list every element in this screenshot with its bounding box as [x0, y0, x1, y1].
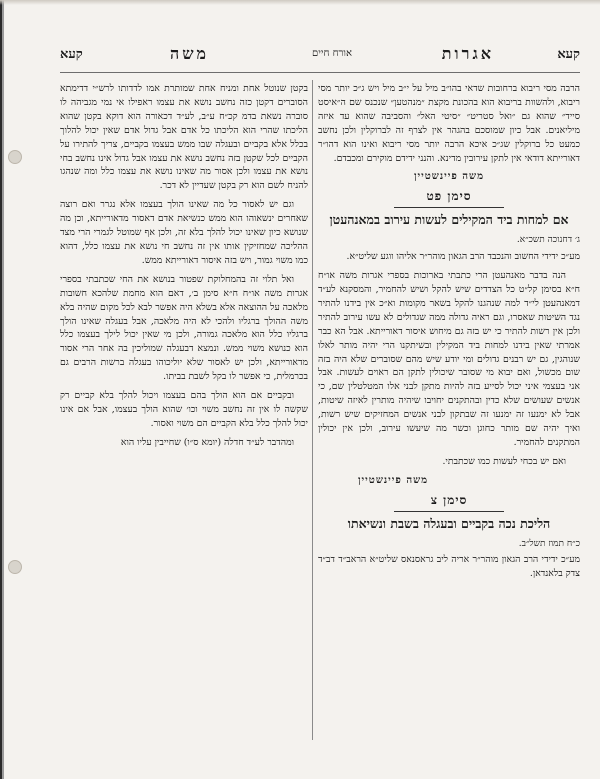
scan-edge-left — [0, 0, 6, 779]
right-column — [318, 82, 580, 586]
left-column — [60, 82, 308, 455]
siman-rule — [394, 207, 504, 208]
siman-title: אם למחות ביד המקילים לעשות עירוב במאנהעטן — [329, 212, 569, 228]
column-divider — [312, 80, 313, 740]
paragraph: ואם יש בכחי לעשות כמו שכתבתי. — [442, 455, 566, 467]
siman-heading: סימן פט — [426, 189, 472, 204]
book-title-right: אגרות — [441, 44, 494, 63]
paragraph: וגם יש לאסור כל מה שאינו הולך בעצמו אלא נגרר ואם רוצה שאחרים ינשאוהו הוא ממש כנשיאת אדם דאסור מדאורייתא, וכן מה שנושא כיון שאינו יכול להלך בלא זה, ולכן אף שמוטל לגמרי הרי מצד ההליכה שמחזיקין אותו אין זה נחשב חי נושא את עצמו כלל, דהוא כמו משוי גמור, ויש בזה איסור דאורייתא ממש. — [60, 199, 308, 266]
punch-hole — [8, 150, 22, 164]
letter-date: כ״ח תמוז תשל״ב. — [518, 538, 580, 549]
letter-date: ג׳ דחנוכה תשכ״א. — [516, 235, 580, 246]
book-title-left: משה — [170, 44, 210, 63]
paragraph: בקטן שנוטל אחת ומניח אחת שמותרת אמו לדדותו לרש״י דדימתא הסוברים דקטן כזה נחשב נושא את עצמו ראפילו אי נמי מגביהה לו סוברה נשאת בדמ קכ״ח ע״ב, לע״ד דכאורה הוא דוקא בקטן שהוא הליכתו שהרי הוא הליכתו כל אדם אבל גדול אדם שאין יכול להלוך בכלל אלא בקביים ובעגלה שבו ממש בעצמו בקביים, צריך להתירו על הקביים לכל שקטן בזה נחשב נושא את עצמו אבל גדול אינו נחשב בחי נושא את עצמו ולכן אסור מה שאינו נושא את עצמו כלל ומה שנהגו להניח לשם הוא רק בקטן שעדיין לא דכר. — [60, 83, 308, 192]
header-rule — [60, 72, 580, 73]
paragraph: הרבה מסי ריבוא ברחובות שדאי בהו״ב מיל על י״ב מיל ויש ג״כ יותר מסי ריבוא, ולהשוות בריבוא הוא בהכונת מקצת ״מנהטען״ שנכנס שם ה״איסט סייד״ שהוא גם ״ואל סטריט״ ״סיטי האל״ והסביבה שהוא עד איזה מיליאנים. אבל כיון שמוסכם בהגהר אין לצרף זה לברוקלין ולכן נחשב כמעט כל ברוקלין שג״כ איכא הרבה יותר מסי ריבוא ואינו הוא דהו״ר דאורייתא דודאי אין לתקן עירובין מדינא. והנני ידידם מוקירם ומכבדם. — [318, 83, 580, 164]
page-number-right: קעא — [557, 47, 580, 62]
siman-heading: סימן צ — [430, 492, 468, 507]
section-title: אורח חיים — [312, 48, 352, 59]
running-head — [60, 44, 580, 68]
signature: משה פיינשטיין — [413, 171, 485, 183]
letter-address: מע״כ ידידי החשוב והנכבד הרב הגאון מוהר״ר אליהו ווגע שליט״א. — [346, 251, 580, 263]
siman-title: הליכת נכה בקביים ובעגלה בשבת ונשיאתו — [347, 515, 551, 531]
paragraph: הנה בדבר מאנהעטן הרי כתבתי בארוכות בספרי אגרות משה או״ח ח״א בסימן קל״ט כל הצדדים שיש להקל ושיש להחמיר, והמסקנא לע״ד דמאנהעטן לי״ד למה שנהגנו להקל בשאר מקומות וא״כ אין בידנו להתיר נגד השיטות שאסרו, וגם ראיה גדולה ממה שגדולים לא עשו עירוב להתיר ולכן אין רשות להתיר כי יש בזה גם מיחוש איסור דאורייתא. אבל הא כבר אמרתי שאין בידנו למחות ביד המקילין ובשיתקנו הרי יהיה מותר לאלו שנוהגין, גם יש רבנים גדולים ומי יודע שיש מהם שסוברים שלא היה בזה שום מכשול, ואם יבוא מי שסובר שיכולין לתקן הם ראוים לעשות. אבל אני בעצמי איני יכול לסייע בזה להיות מתקן לבני אלו המטלטלין שם, כי אנשים שעושים שלא כדין ובהתקנים יחויבו שיהיה מותרין לאיזה שיטות, אבל לא ימנעו זה ימנעו זה שבתקון לבני אנשים המחזיקים שיש רשות, ואיך יהיה שם מותר כחוגן וכשר מה שיעשו עירוב, ולכן אין יכולין המתקנים להחמיר. — [318, 270, 580, 448]
punch-hole — [8, 560, 22, 574]
paragraph: ואל תלוי זה בהמחלוקת שפטור בנושא את החי שכתבתי בספרי אגרות משה או״ח ח״א סימן ב׳, דאם הוא מחמת שלהכא חשובות מלאכה על ההוצאה אלא בשלא היה אפשר לבא לכל מקום שהיה בלא משה ההולך ברגליו ולהכי לא היה מלאכה, אבל בעגלה שאינו הולך ברגליו כלל הוא מלאכה גמורה, ולכן מי שאין יכול לילך בעצמו כלל הוא כנושא משוי ממש. ונמצא דבעגלה שמוליכין בה אחר הרי אסור מדאורייתא, ולכן יש לאסור שלא יוליכוהו בעגלה ברשות הרבים גם בכרמלית, כי אפשר לו בקל לשבת בביתו. — [60, 273, 308, 383]
paragraph: ובקביים אם הוא הולך בהם בעצמו ויכול להלך בלא קביים רק שקשה לו אין זה נחשב משוי וכו׳ שהוא הולך בעצמו, אבל אם אינו יכול להלך כלל בלא הקביים הם משוי ואסור. — [60, 390, 308, 429]
letter-address: מע״כ ידידי הרב הגאון מוהר״ר אריה ליב גראסנאס שליט״א הראב״ד דב״ד צדק בלאנדאן. — [318, 554, 580, 580]
signature: משה פיינשטיין — [358, 474, 429, 486]
page-number-left: קעא — [60, 47, 83, 62]
scan-edge-top — [0, 0, 600, 5]
siman-rule — [394, 511, 504, 512]
paragraph: ומהדבר לע״ד חדלה (יומא ס״ו) שחייבין עליו הוא — [120, 436, 294, 448]
